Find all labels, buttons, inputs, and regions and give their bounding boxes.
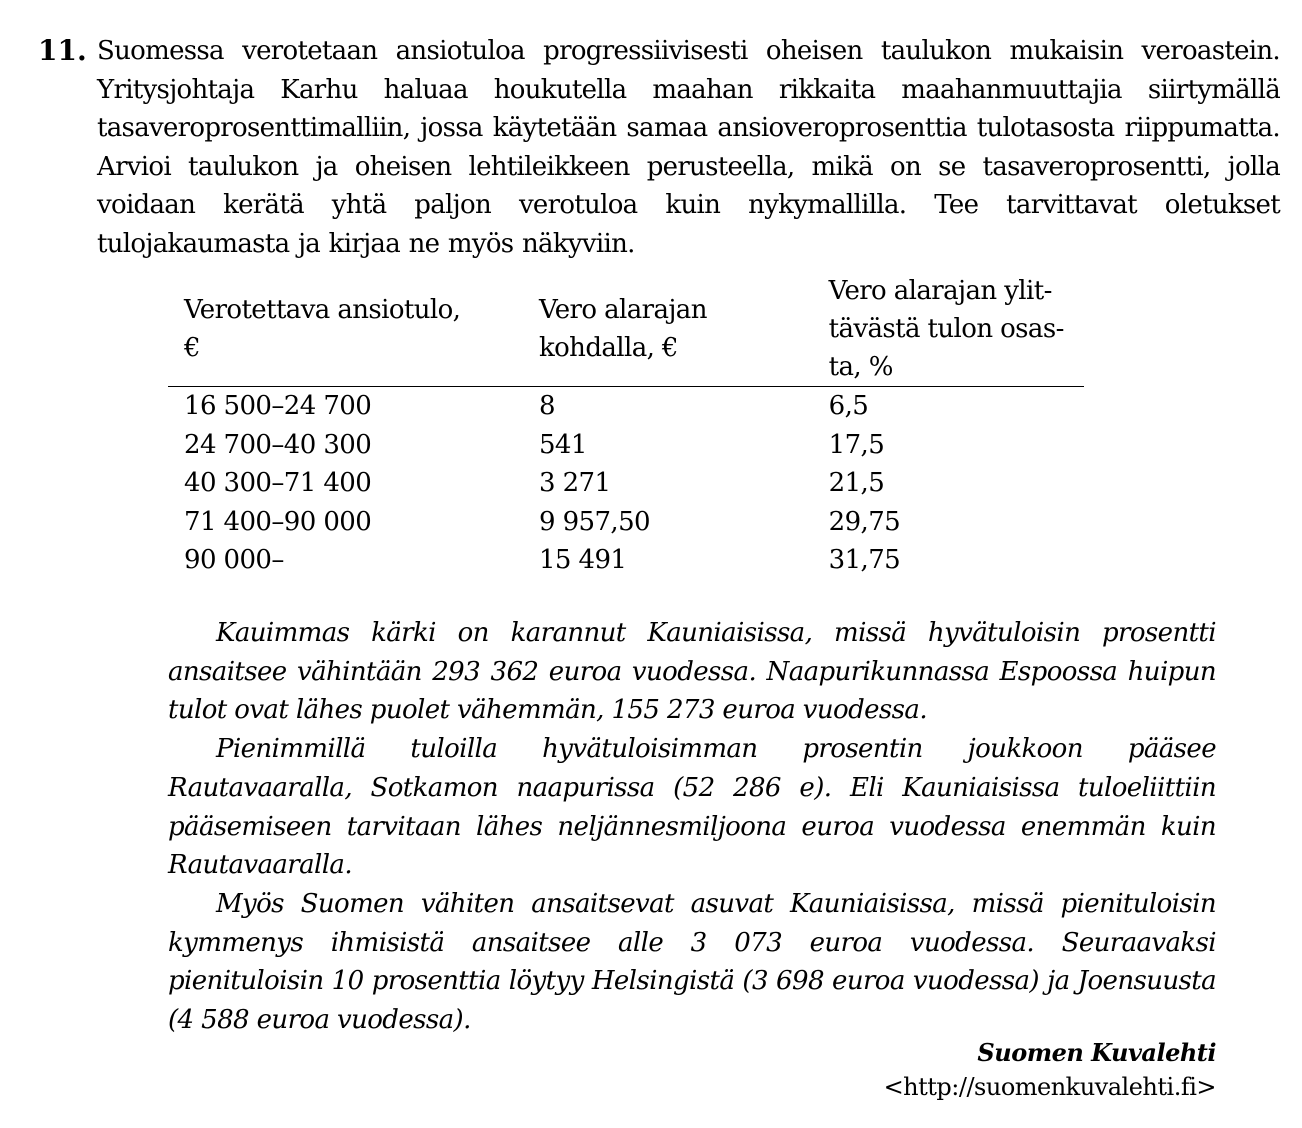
- header-income-unit: €: [184, 333, 200, 363]
- table-row: [168, 464, 1084, 503]
- cell-rate: 31,75: [828, 545, 901, 576]
- table-row: [168, 426, 1084, 465]
- cell-income-range: 90 000–: [184, 545, 284, 576]
- table-row: [168, 387, 1084, 426]
- cell-rate: 17,5: [828, 429, 885, 460]
- problem-text: Suomessa verotetaan ansiotuloa progressiivisesti oheisen taulukon mukaisin veroastein. Yritysjohtaja Karhu haluaa houkutella maahan rikkaita maahanmuuttajia siirtymällä tasaveroprosenttimalliin, jossa käytetään samaa ansioveroprosenttia tulotasosta riippumatta. Arvioi taulukon ja oheisen lehtileikkeen perusteella, mikä on se tasaveroprosentti, jolla voidaan kerätä yhtä paljon verotuloa kuin nykymallilla. Tee tarvittavat oletukset tulojakaumasta ja kirjaa ne myös näkyviin.: [97, 36, 1280, 259]
- header-taxable-income: Verotettava ansiotulo, €: [168, 272, 523, 387]
- cell-income-range: 24 700–40 300: [184, 429, 372, 460]
- source-name: Suomen Kuvalehti: [977, 1038, 1216, 1067]
- table-header-row: [168, 272, 1084, 387]
- cell-base-tax: 15 491: [538, 545, 627, 576]
- cell-rate: 6,5: [828, 391, 869, 421]
- news-clipping: [168, 614, 1216, 1040]
- table-row: [168, 541, 1084, 580]
- source-attribution: [884, 1036, 1216, 1104]
- cell-rate: 29,75: [828, 506, 901, 537]
- cell-income-range: 40 300–71 400: [184, 468, 372, 499]
- cell-base-tax: 8: [538, 391, 555, 421]
- header-base-tax-unit: kohdalla, €: [538, 333, 678, 363]
- header-base-tax: Vero alarajan kohdalla, €: [523, 272, 813, 387]
- cell-income-range: 71 400–90 000: [184, 506, 372, 537]
- cell-base-tax: 541: [538, 429, 587, 460]
- article-paragraph: Kauimmas kärki on karannut Kauniaisissa, missä hyvätuloisin prosentti ansaitsee vähintään 293 362 euroa vuodessa. Naapurikunnassa Espoossa huipun tulot ovat lähes puolet vähemmän, 155 273 euroa vuodessa.: [168, 618, 1216, 726]
- problem-number: 11.: [38, 34, 87, 67]
- table-row: [168, 503, 1084, 542]
- cell-rate: 21,5: [828, 468, 885, 499]
- cell-base-tax: 3 271: [538, 468, 611, 499]
- cell-income-range: 16 500–24 700: [184, 391, 372, 421]
- cell-base-tax: 9 957,50: [538, 506, 650, 537]
- tax-rate-table: [168, 272, 1084, 580]
- source-url: <http://suomenkuvalehti.fi>: [883, 1073, 1216, 1101]
- article-paragraph: Pienimmillä tuloilla hyvätuloisimman prosentin joukkoon pääsee Rautavaaralla, Sotkamon naapurissa (52 286 e). Eli Kauniaisissa tuloeliittiin pääsemiseen tarvitaan lähes neljännesmiljoona euroa vuodessa enemmän kuin Rautavaaralla.: [168, 734, 1216, 881]
- article-paragraph: Myös Suomen vähiten ansaitsevat asuvat Kauniaisissa, missä pienituloisin kymmenys ihmisistä ansaitsee alle 3 073 euroa vuodessa. Seuraavaksi pienituloisin 10 prosenttia löytyy Helsingistä (3 698 euroa vuodessa) ja Joensuusta (4 588 euroa vuodessa).: [168, 888, 1216, 1036]
- header-marginal-rate: Vero alarajan ylit- tävästä tulon osas- ta, %: [813, 272, 1084, 387]
